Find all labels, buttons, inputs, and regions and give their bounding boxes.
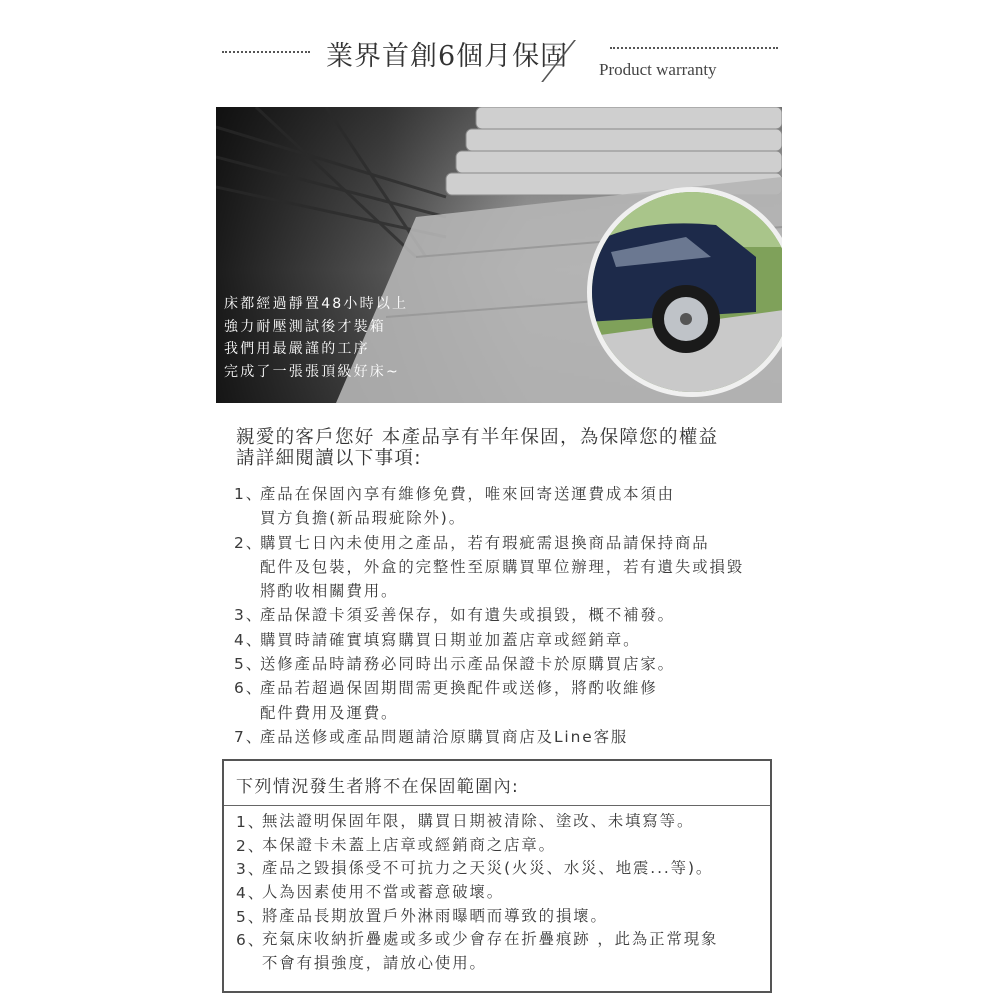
list-item-number: 5、 [236, 907, 265, 926]
list-item-line: 將產品長期放置戶外淋雨曝晒而導致的損壞。 [262, 906, 608, 925]
exclusions-list [236, 810, 718, 976]
exclusions-box [222, 759, 772, 993]
list-item-line: 購買七日內未使用之產品，若有瑕疵需退換商品請保持商品 [260, 533, 710, 552]
list-item [234, 725, 744, 749]
list-item [236, 810, 718, 834]
list-item-number: 4、 [234, 630, 263, 649]
list-item-number: 1、 [236, 813, 265, 831]
list-item-line: 充氣床收納折疊處或多或少會存在折疊痕跡 ，此為正常現象 [262, 930, 719, 949]
hero-image [216, 107, 782, 403]
list-item [236, 881, 718, 905]
warranty-terms-list [234, 482, 744, 749]
list-item [234, 531, 744, 604]
list-item-line: 產品在保固內享有維修免費，唯來回寄送運費成本須由 [260, 485, 675, 503]
list-item-line: 無法證明保固年限，購買日期被清除、塗改、未填寫等。 [262, 812, 695, 830]
hero-caption-line: 床都經過靜置48小時以上 [224, 296, 409, 312]
list-item [234, 628, 744, 652]
list-item [234, 603, 744, 627]
list-item-line: 產品若超過保固期間需更換配件或送修，將酌收維修 [260, 679, 658, 698]
list-item-line: 人為因素使用不當或蓄意破壞。 [262, 883, 505, 902]
intro-text [236, 427, 718, 469]
list-item-line: 將酌收相關費用。 [260, 582, 399, 601]
list-item-line: 買方負擔(新品瑕疵除外)。 [260, 509, 467, 528]
list-item-number: 7、 [234, 727, 263, 746]
list-item-line: 送修產品時請務必同時出示產品保證卡於原購買店家。 [260, 655, 675, 674]
exclusions-title: 下列情況發生者將不在保固範圍內: [236, 777, 520, 797]
list-item-number: 4、 [236, 884, 265, 903]
hero-caption-line: 我們用最嚴謹的工序 [224, 341, 370, 357]
hero-caption-line: 完成了一張張頂級好床~ [224, 363, 400, 380]
list-item [234, 676, 744, 725]
list-item [234, 652, 744, 676]
list-item-line: 不會有損強度，請放心使用。 [262, 954, 487, 973]
list-item-number: 6、 [236, 931, 265, 950]
exclusions-divider [224, 805, 770, 806]
list-item [236, 834, 718, 858]
list-item [236, 857, 718, 881]
list-item-number: 6、 [234, 679, 263, 698]
list-item-number: 1、 [234, 485, 263, 503]
list-item-number: 3、 [236, 860, 265, 879]
list-item-line: 產品送修或產品問題請洽原購買商店及Line客服 [260, 727, 629, 746]
list-item-number: 3、 [234, 606, 263, 625]
header-dotted-line-left [222, 51, 310, 53]
list-item-line: 產品之毀損係受不可抗力之天災(火災、水災、地震...等)。 [262, 859, 714, 878]
list-item [236, 905, 718, 929]
list-item-line: 配件費用及運費。 [260, 703, 399, 722]
list-item-line: 購買時請確實填寫購買日期並加蓋店章或經銷章。 [260, 630, 641, 649]
hero-caption-line: 強力耐壓測試後才裝箱 [224, 318, 386, 335]
list-item-number: 2、 [236, 836, 265, 855]
hero-caption [224, 293, 408, 383]
list-item-line: 本保證卡未蓋上店章或經銷商之店章。 [262, 835, 556, 854]
list-item-number: 2、 [234, 533, 263, 552]
page-subtitle: Product warranty [599, 60, 717, 79]
list-item-number: 5、 [234, 655, 263, 674]
list-item [234, 482, 744, 531]
list-item [236, 928, 718, 975]
page-title: 業界首創6個月保固 [326, 41, 569, 72]
intro-line: 親愛的客戶您好 本產品享有半年保固，為保障您的權益 [236, 427, 719, 448]
intro-line: 請詳細閱讀以下事項: [236, 448, 422, 469]
header-dotted-line-right [610, 47, 778, 49]
list-item-line: 配件及包裝，外盒的完整性至原購買單位辦理，若有遺失或損毀 [260, 557, 745, 576]
list-item-line: 產品保證卡須妥善保存，如有遺失或損毀，概不補發。 [260, 606, 675, 625]
